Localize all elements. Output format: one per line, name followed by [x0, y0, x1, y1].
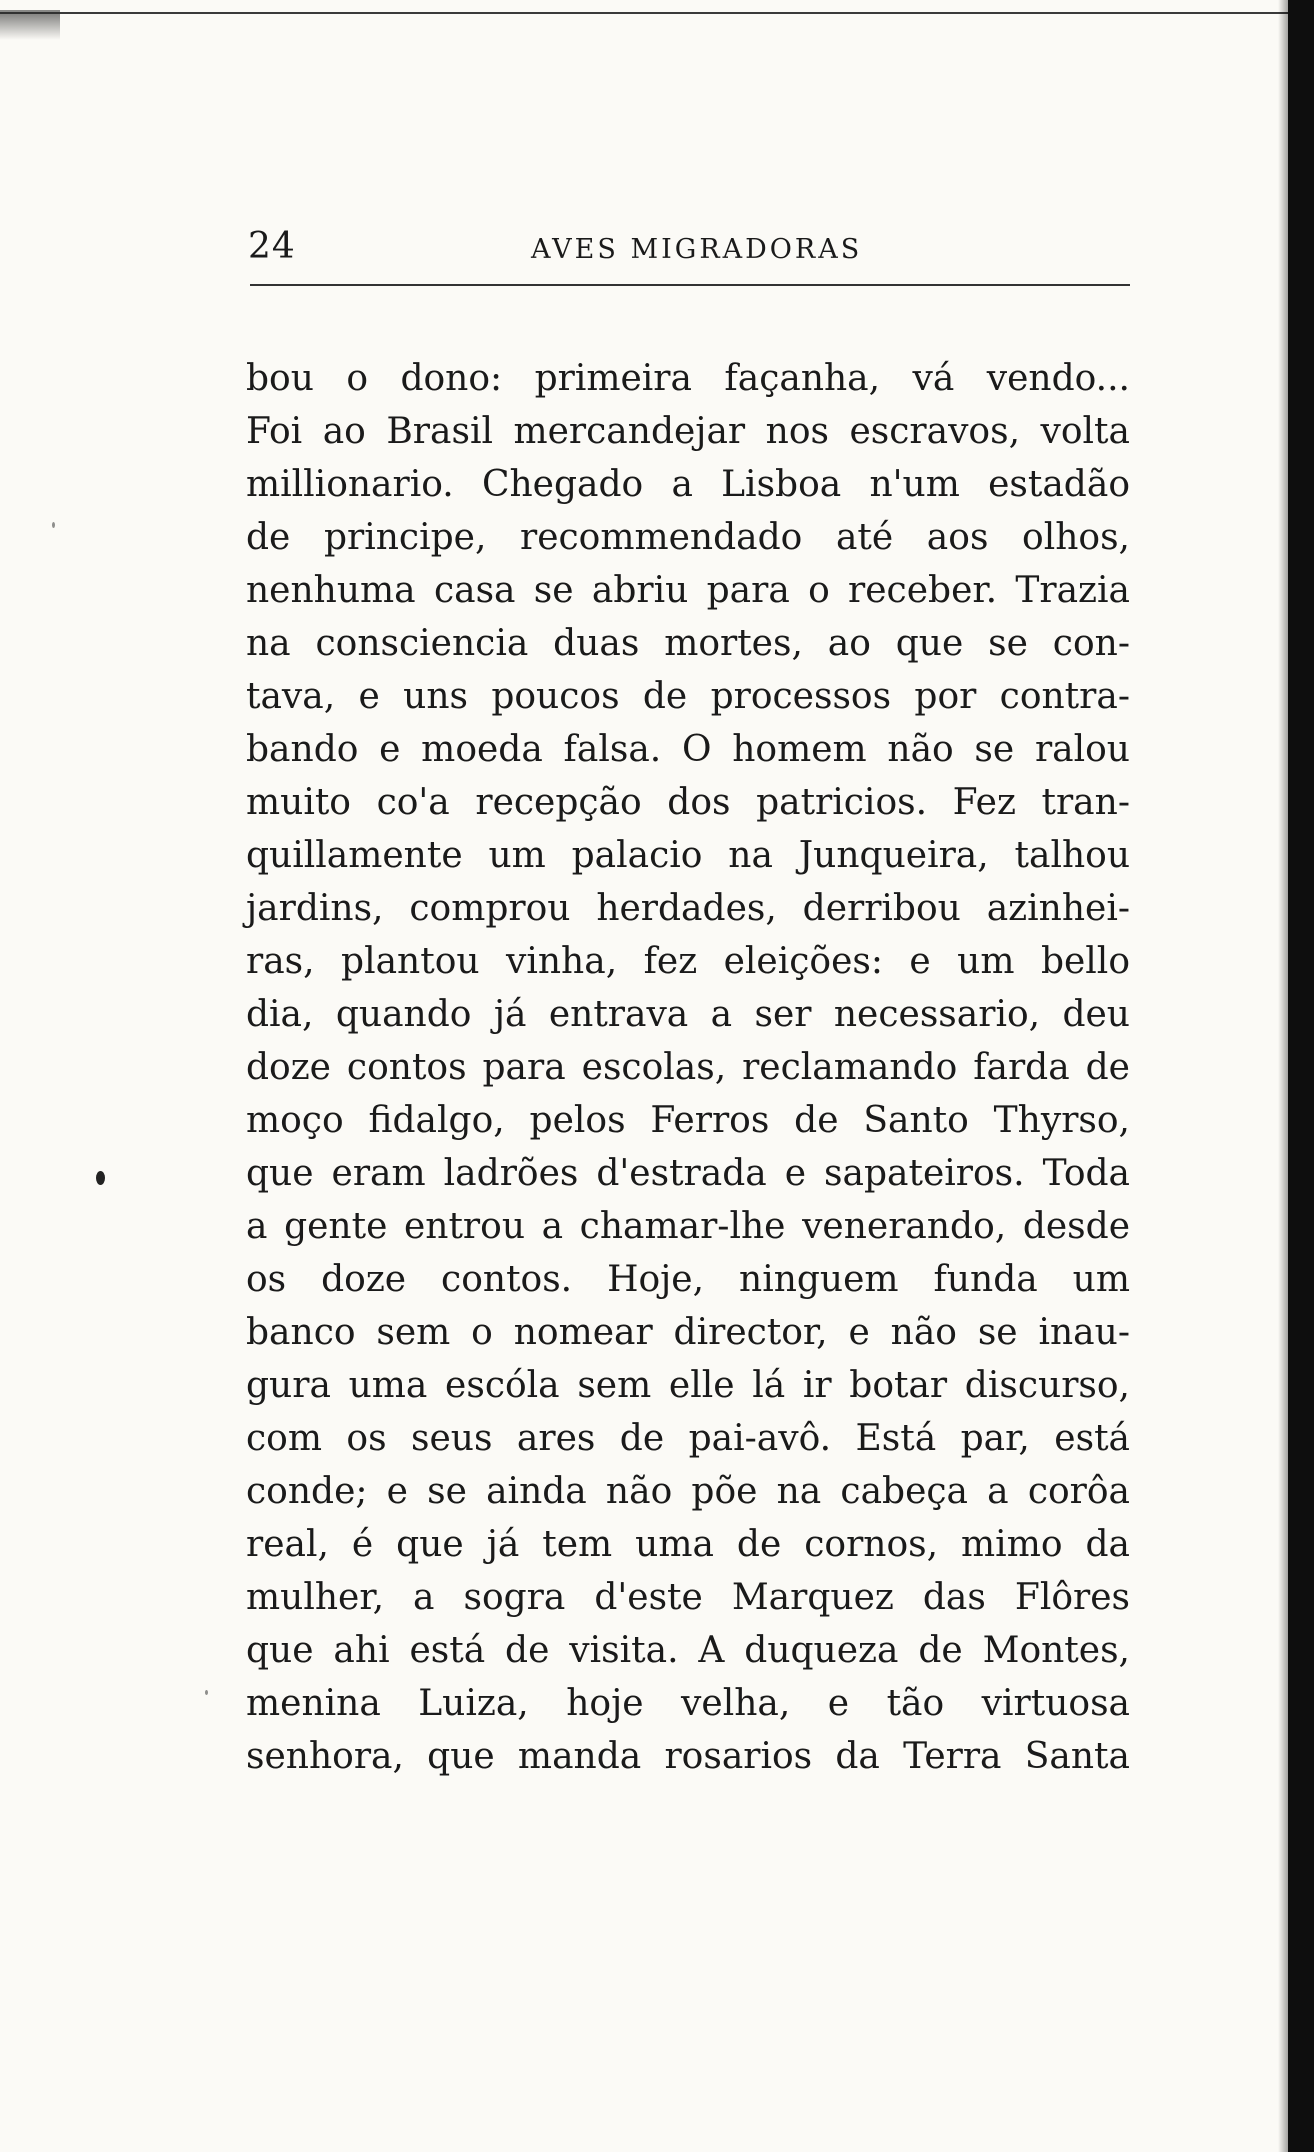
- text-line: conde; e se ainda não põe na cabeça a corôa: [246, 1471, 1130, 1512]
- text-line: nenhuma casa se abriu para o receber. Trazia: [246, 570, 1130, 611]
- text-line: mulher, a sogra d'este Marquez das Flôres: [246, 1577, 1130, 1618]
- text-line: bando e moeda falsa. O homem não se ralou: [246, 729, 1130, 770]
- body-text: [246, 352, 1146, 1783]
- page-header: [246, 226, 1134, 270]
- text-line: jardins, comprou herdades, derribou azinhei-: [246, 888, 1130, 929]
- text-line: de principe, recommendado até aos olhos,: [246, 517, 1130, 558]
- text-line: banco sem o nomear director, e não se inau-: [246, 1312, 1130, 1353]
- text-line: menina Luiza, hoje velha, e tão virtuosa: [246, 1683, 1130, 1724]
- text-line: real, é que já tem uma de cornos, mimo da: [246, 1524, 1130, 1565]
- text-line: Foi ao Brasil mercandejar nos escravos, volta: [246, 411, 1130, 452]
- running-head: AVES MIGRADORAS: [531, 234, 863, 265]
- text-line: doze contos para escolas, reclamando farda de: [246, 1047, 1130, 1088]
- text-line: a gente entrou a chamar-lhe venerando, desde: [246, 1206, 1130, 1247]
- scan-corner-shadow: [0, 10, 60, 40]
- text-line: tava, e uns poucos de processos por contra-: [246, 676, 1130, 717]
- page-number: 24: [248, 226, 296, 267]
- text-line: bou o dono: primeira façanha, vá vendo...: [246, 358, 1130, 399]
- ink-speck: [52, 522, 55, 528]
- text-line: com os seus ares de pai-avô. Está par, está: [246, 1418, 1130, 1459]
- text-line: os doze contos. Hoje, ninguem funda um: [246, 1259, 1130, 1300]
- page-right-edge: [1288, 0, 1314, 2152]
- page-top-border: [0, 12, 1290, 14]
- text-line: muito co'a recepção dos patricios. Fez tran-: [246, 782, 1130, 823]
- header-rule: [250, 284, 1130, 286]
- text-line: senhora, que manda rosarios da Terra Santa: [246, 1736, 1130, 1777]
- text-line: ras, plantou vinha, fez eleições: e um bello: [246, 941, 1130, 982]
- ink-speck: [96, 1171, 105, 1185]
- text-line: que ahi está de visita. A duqueza de Montes,: [246, 1630, 1130, 1671]
- ink-speck: [205, 1690, 208, 1695]
- text-line: quillamente um palacio na Junqueira, talhou: [246, 835, 1130, 876]
- text-line: millionario. Chegado a Lisboa n'um estadão: [246, 464, 1130, 505]
- text-line: dia, quando já entrava a ser necessario, deu: [246, 994, 1130, 1035]
- binding-shadow: [1278, 0, 1288, 2152]
- text-line: gura uma escóla sem elle lá ir botar discurso,: [246, 1365, 1130, 1406]
- text-line: moço fidalgo, pelos Ferros de Santo Thyrso,: [246, 1100, 1130, 1141]
- text-line: que eram ladrões d'estrada e sapateiros. Toda: [246, 1153, 1130, 1194]
- text-line: na consciencia duas mortes, ao que se con-: [246, 623, 1130, 664]
